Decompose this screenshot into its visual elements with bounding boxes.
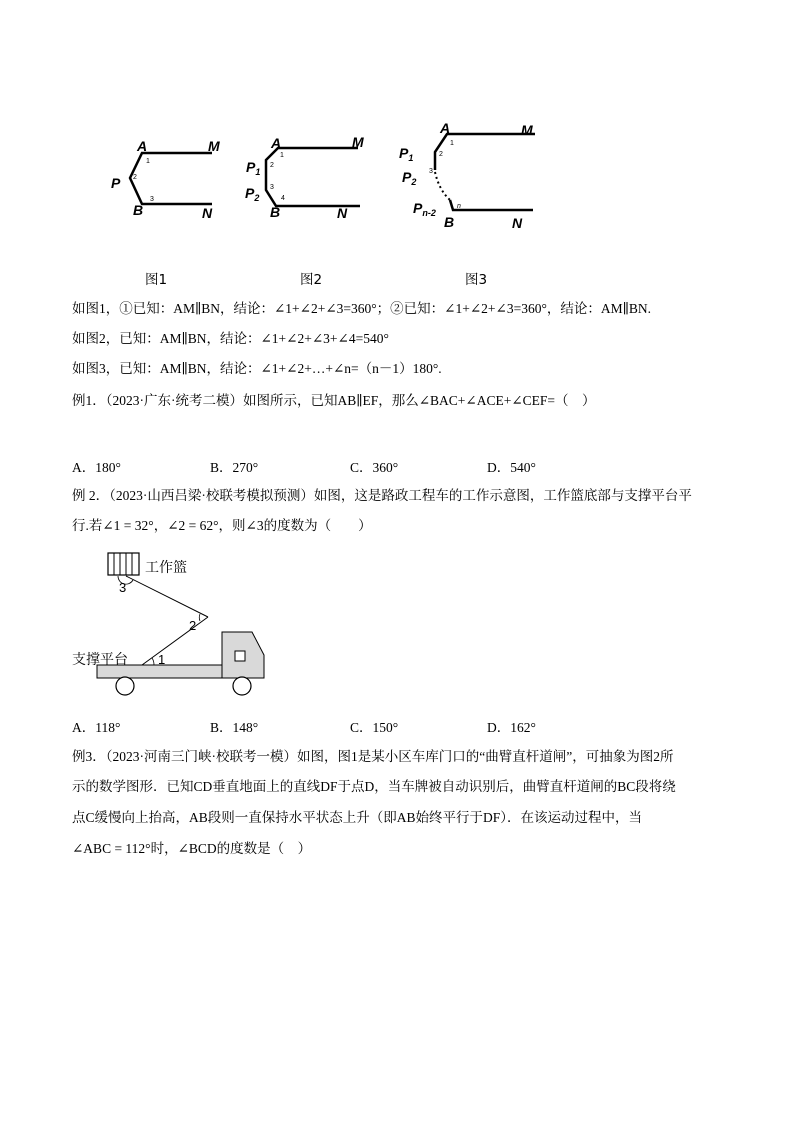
ex2-option-b: B．148° xyxy=(210,720,259,735)
ex2-option-d: D．162° xyxy=(487,720,536,735)
fig2-angle-2: 2 xyxy=(270,162,274,169)
basket-label: 工作篮 xyxy=(145,559,187,575)
example-3-line-1: 例3．（2023·河南三门峡·校联考一模）如图，图1是某小区车库门口的“曲臂直杆道闸”，可抽象为图2所 xyxy=(72,749,674,764)
fig1-label-P: P xyxy=(111,175,121,191)
ex1-option-b: B．270° xyxy=(210,460,259,475)
example-2-line-1: 例 2．（2023·山西吕梁·校联考模拟预测）如图，这是路政工程车的工作示意图，工作篮底部与支撑平台平 xyxy=(72,488,692,503)
ex1-option-c: C．360° xyxy=(350,460,399,475)
text-line-1: 如图1，①已知：AM∥BN，结论：∠1+∠2+∠3=360°；②已知：∠1+∠2+∠3=360°，结论：AM∥BN. xyxy=(72,301,651,316)
figure-3 xyxy=(395,112,545,232)
example-2-line-2: 行.若∠1 = 32°，∠2 = 62°，则∠3的度数为（ ） xyxy=(72,518,372,533)
truck-window xyxy=(235,651,245,661)
fig1-label-N: N xyxy=(202,205,213,221)
ex2-option-a: A．118° xyxy=(72,720,121,735)
caption-fig3: 图3 xyxy=(465,272,488,288)
text-line-3: 如图3，已知：AM∥BN，结论：∠1+∠2+…+∠n=（n－1）180°. xyxy=(72,361,442,376)
ex1-option-a: A．180° xyxy=(72,460,121,475)
example-3-line-3: 点C缓慢向上抬高，AB段则一直保持水平状态上升（即AB始终平行于DF）．在该运动过程中，当 xyxy=(72,810,643,825)
fig3-label-M: M xyxy=(521,122,533,138)
truck-angle-2: 2 xyxy=(189,618,197,633)
fig3-lower-path xyxy=(450,200,533,210)
angle-1-arc xyxy=(152,658,154,665)
figure-2 xyxy=(240,118,380,228)
fig2-label-N: N xyxy=(337,205,348,221)
fig3-label-B: B xyxy=(444,214,455,230)
figure-1 xyxy=(100,118,240,228)
work-basket xyxy=(108,553,139,575)
fig1-angle-3: 3 xyxy=(150,196,154,203)
truck-wheel-front xyxy=(233,677,251,695)
ex1-option-d: D．540° xyxy=(487,460,536,475)
fig3-label-P2: $P_2$ xyxy=(402,169,417,187)
fig2-label-P1: $P_1$ xyxy=(246,159,261,177)
truck-arm-lower xyxy=(142,617,208,665)
fig1-label-B: B xyxy=(133,202,144,218)
fig2-label-B: B xyxy=(270,204,281,220)
fig1-angle-1: 1 xyxy=(146,158,150,165)
fig3-label-N: N xyxy=(512,215,523,231)
example-1-question: 例1．（2023·广东·统考二模）如图所示，已知AB∥EF，那么∠BAC+∠ACE+∠CEF=（ ） xyxy=(72,393,596,408)
caption-fig2: 图2 xyxy=(300,272,323,288)
fig3-label-A: A xyxy=(440,120,451,136)
fig1-upper-path xyxy=(130,153,212,204)
fig1-label-M: M xyxy=(208,138,220,154)
fig3-angle-1: 1 xyxy=(450,140,454,147)
fig3-angle-2: 2 xyxy=(439,151,443,158)
fig3-angle-n: n xyxy=(457,203,461,210)
example-3-line-4: ∠ABC = 112°时，∠BCD的度数是（ ） xyxy=(72,841,312,856)
fig1-angle-2: 2 xyxy=(133,174,137,181)
fig3-label-P1: $P_1$ xyxy=(399,145,414,163)
fig3-angle-3: 3 xyxy=(429,168,433,175)
platform-label: 支撑平台 xyxy=(72,651,128,667)
fig3-dotted-arc xyxy=(435,172,450,200)
angle-2-arc xyxy=(199,614,200,621)
truck-arm-upper xyxy=(126,576,208,617)
truck-angle-3: 3 xyxy=(119,580,127,595)
fig2-angle-1: 1 xyxy=(280,152,284,159)
caption-fig1: 图1 xyxy=(145,272,168,288)
truck-angle-1: 1 xyxy=(158,652,166,667)
example-3-line-2: 示的数学图形．已知CD垂直地面上的直线DF于点D，当车牌被自动识别后，曲臂直杆道闸的BC段将绕 xyxy=(72,779,676,794)
fig3-label-Pn: $P_{n-2}$ xyxy=(413,200,436,218)
fig2-label-M: M xyxy=(352,134,364,150)
fig2-angle-3: 3 xyxy=(270,184,274,191)
fig1-label-A: A xyxy=(137,138,148,154)
truck-figure xyxy=(70,548,280,698)
fig2-label-A: A xyxy=(271,135,282,151)
ex2-option-c: C．150° xyxy=(350,720,399,735)
text-line-2: 如图2，已知：AM∥BN，结论：∠1+∠2+∠3+∠4=540° xyxy=(72,331,389,346)
fig2-angle-4: 4 xyxy=(281,195,285,202)
truck-wheel-rear xyxy=(116,677,134,695)
fig2-label-P2: $P_2$ xyxy=(245,185,260,203)
